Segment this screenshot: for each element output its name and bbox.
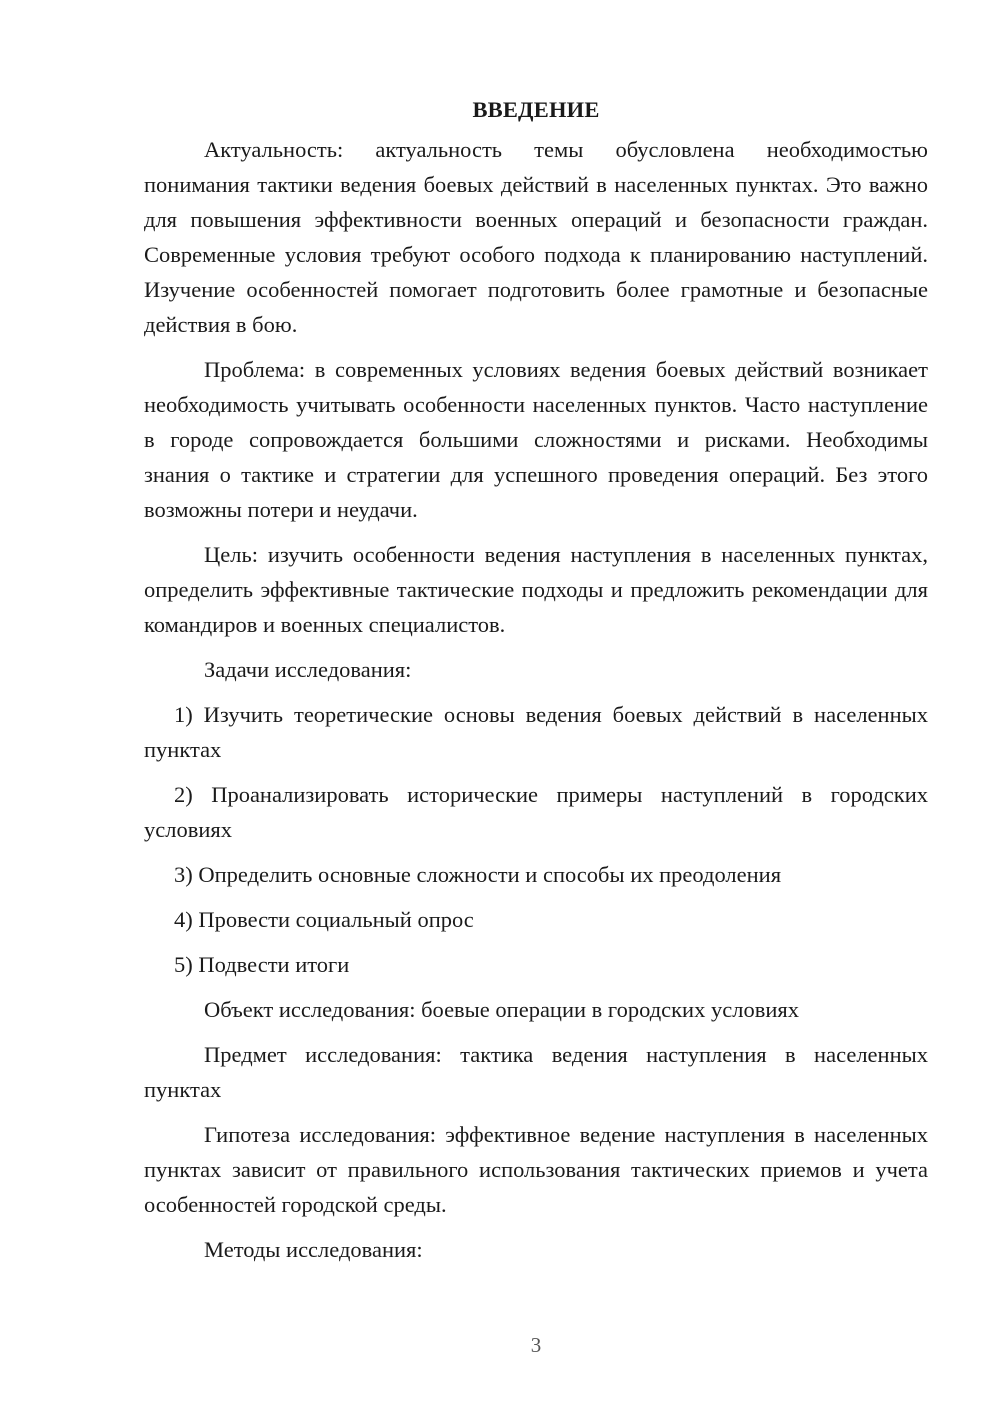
page-title: ВВЕДЕНИЕ	[472, 97, 600, 122]
task-item-3: 3) Определить основные сложности и способы их преодоления	[174, 862, 782, 887]
page-content	[144, 92, 928, 1277]
object-paragraph: Объект исследования: боевые операции в городских условиях	[204, 997, 799, 1022]
goal-paragraph: Цель: изучить особенности ведения наступления в населенных пунктах, определить эффективные тактические подходы и предложить рекомендации для командиров и военных специалистов.	[144, 542, 928, 637]
tasks-heading: Задачи исследования:	[204, 657, 412, 682]
task-item-4: 4) Провести социальный опрос	[174, 907, 474, 932]
task-item-5: 5) Подвести итоги	[174, 952, 350, 977]
subject-paragraph: Предмет исследования: тактика ведения наступления в населенных пунктах	[144, 1042, 928, 1102]
task-item-1: 1) Изучить теоретические основы ведения боевых действий в населенных пунктах	[144, 702, 928, 762]
hypothesis-paragraph: Гипотеза исследования: эффективное ведение наступления в населенных пунктах зависит от правильного использования тактических приемов и учета особенностей городской среды.	[144, 1122, 928, 1217]
methods-heading: Методы исследования:	[204, 1237, 423, 1262]
problem-paragraph: Проблема: в современных условиях ведения боевых действий возникает необходимость учитывать особенности населенных пунктов. Часто наступление в городе сопровождается большими сложностями и рисками. Необходимы знания о тактике и стратегии для успешного проведения операций. Без этого возможны потери и неудачи.	[144, 357, 928, 522]
task-item-2: 2) Проанализировать исторические примеры наступлений в городских условиях	[144, 782, 928, 842]
relevance-paragraph: Актуальность: актуальность темы обусловлена необходимостью понимания тактики ведения боевых действий в населенных пунктах. Это важно для повышения эффективности военных операций и безопасности граждан. Современные условия требуют особого подхода к планированию наступлений. Изучение особенностей помогает подготовить более грамотные и безопасные действия в бою.	[144, 137, 928, 337]
page-number: 3	[530, 1333, 542, 1357]
